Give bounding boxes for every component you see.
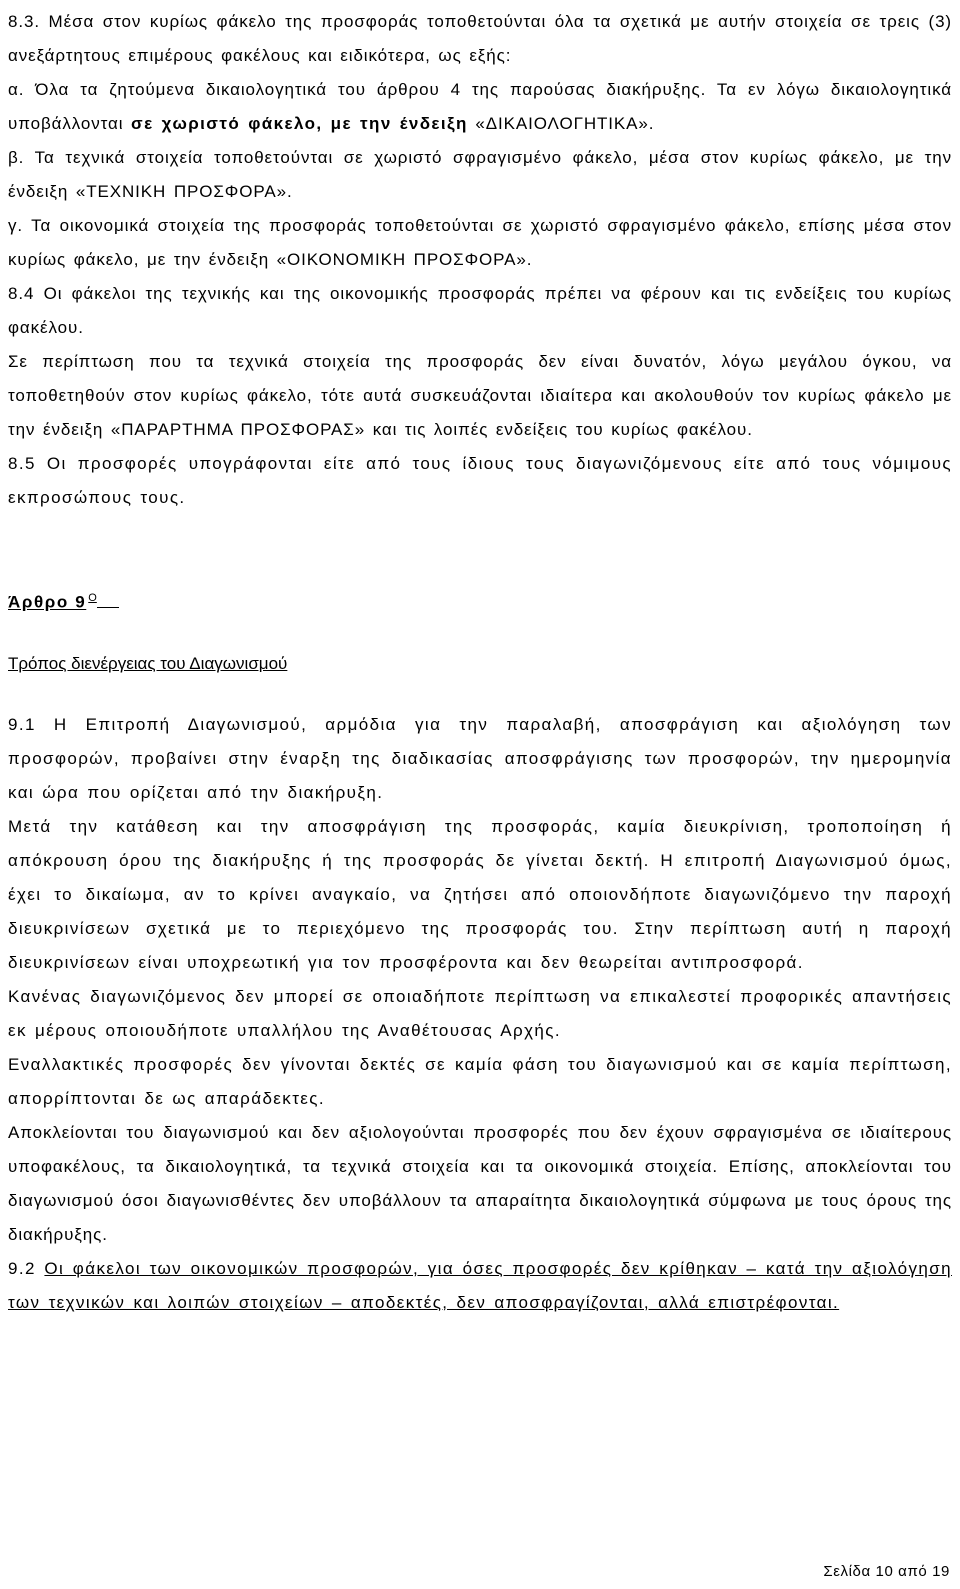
item-gamma: γ. Τα οικονομικά στοιχεία της προσφοράς τοποθετούνται σε χωριστό σφραγισμένο φάκελο, επίσης μέσα στον κυρίως φάκελο, με την ένδειξη «ΟΙΚΟΝΟΜΙΚΗ ΠΡΟΣΦΟΡΑ». [8, 216, 952, 269]
item-beta: β. Τα τεχνικά στοιχεία τοποθετούνται σε χωριστό σφραγισμένο φάκελο, μέσα στον κυρίως φάκελο, με την ένδειξη «ΤΕΧΝΙΚΗ ΠΡΟΣΦΟΡΑ». [8, 148, 952, 201]
paragraph-9-1: 9.1 Η Επιτροπή Διαγωνισμού, αρμόδια για την παραλαβή, αποσφράγιση και αξιολόγηση των προσφορών, προβαίνει στην έναρξη της διαδικασίας αποσφράγισης των προσφορών, την ημερομηνία και ώρα που ορίζεται από την διακήρυξη. [8, 714, 952, 802]
paragraph-9-1-alternatives: Εναλλακτικές προσφορές δεν γίνονται δεκτές σε καμία φάση του διαγωνισμού και σε καμία περίπτωση, απορρίπτονται δε ως απαράδεκτες. [8, 1054, 952, 1108]
paragraph-8-5: 8.5 Οι προσφορές υπογράφονται είτε από τους ίδιους τους διαγωνιζόμενους είτε από τους νόμιμους εκπροσώπους τους. [8, 454, 952, 507]
paragraph-9-1-oral-answers: Κανένας διαγωνιζόμενος δεν μπορεί σε οποιαδήποτε περίπτωση να επικαλεστεί προφορικές απαντήσεις εκ μέρους οποιουδήποτε υπαλλήλου της Αναθέτουσας Αρχής. [8, 986, 952, 1040]
paragraph-8-4: 8.4 Οι φάκελοι της τεχνικής και της οικονομικής προσφοράς πρέπει να φέρουν και τις ενδείξεις του κυρίως φακέλου. [8, 284, 952, 337]
spacer [8, 515, 952, 581]
paragraph-9-2-number: 9.2 [8, 1258, 45, 1278]
item-alpha-bold: σε χωριστό φάκελο, με την ένδειξη [131, 114, 468, 133]
paragraph-9-1-continued: Μετά την κατάθεση και την αποσφράγιση της προσφοράς, καμία διευκρίνιση, τροποποίηση ή απόκρουση όρου της διακήρυξης ή της προσφοράς δε γίνεται δεκτή. Η επιτροπή Διαγωνισμού όμως, έχει το δικαίωμα, αν το κρίνει αναγκαίο, να ζητήσει από οποιονδήποτε διαγωνιζόμενο την παροχή διευκρινίσεων σχετικά με το περιεχόμενο της προσφοράς του. Στην περίπτωση αυτή η παροχή διευκρινίσεων είναι υποχρεωτική για τον προσφέροντα και δεν θεωρείται αντιπροσφορά. [8, 816, 952, 972]
item-alpha [8, 73, 952, 141]
article-superscript: Ο [88, 592, 97, 604]
article-heading [8, 581, 952, 620]
paragraph-8-4-continued: Σε περίπτωση που τα τεχνικά στοιχεία της προσφοράς δεν είναι δυνατόν, λόγω μεγάλου όγκου, να τοποθετηθούν στον κυρίως φάκελο, τότε αυτά συσκευάζονται ιδιαίτερα και ακολουθούν τον κυρίως φάκελο με την ένδειξη «ΠΑΡΑΡΤΗΜΑ ΠΡΟΣΦΟΡΑΣ» και τις λοιπές ενδείξεις του κυρίως φακέλου. [8, 352, 952, 439]
page-number: Σελίδα 10 από 19 [823, 1563, 950, 1580]
article-subtitle: Τρόπος διενέργειας του Διαγωνισμού [8, 653, 288, 673]
spacer [8, 620, 952, 647]
article-title: Άρθρο 9 [8, 592, 87, 612]
article-underline-tail [97, 607, 119, 608]
paragraph-9-2-text: Οι φάκελοι των οικονομικών προσφορών, για όσες προσφορές δεν κρίθηκαν – κατά την αξιολόγηση των τεχνικών και λοιπών στοιχείων – αποδεκτές, δεν αποσφραγίζονται, αλλά επιστρέφονται. [8, 1258, 952, 1312]
paragraph-9-1-exclusions: Αποκλείονται του διαγωνισμού και δεν αξιολογούνται προσφορές που δεν έχουν σφραγισμένα σε ιδιαίτερους υποφακέλους, τα δικαιολογητικά, τα τεχνικά στοιχεία και τα οικονομικά στοιχεία. Επίσης, αποκλείονται του διαγωνισμού όσοι διαγωνισθέντες δεν υποβάλλουν τα απαραίτητα δικαιολογητικά σύμφωνα με τους όρους της διακήρυξης. [8, 1122, 952, 1244]
paragraph-8-3: 8.3. Μέσα στον κυρίως φάκελο της προσφοράς τοποθετούνται όλα τα σχετικά με αυτήν στοιχεία σε τρεις (3) ανεξάρτητους επιμέρους φακέλους και ειδικότερα, ως εξής: [8, 12, 952, 65]
item-alpha-label: «ΔΙΚΑΙΟΛΟΓΗΤΙΚΑ». [467, 114, 655, 133]
document-page [8, 0, 952, 1320]
item-alpha-text: α. Όλα τα ζητούμενα δικαιολογητικά του άρθρου 4 της παρούσας διακήρυξης. Τα εν λόγω δικαιολογητικά υποβάλλονται [8, 80, 952, 133]
paragraph-9-2 [8, 1252, 952, 1320]
spacer [8, 681, 952, 708]
